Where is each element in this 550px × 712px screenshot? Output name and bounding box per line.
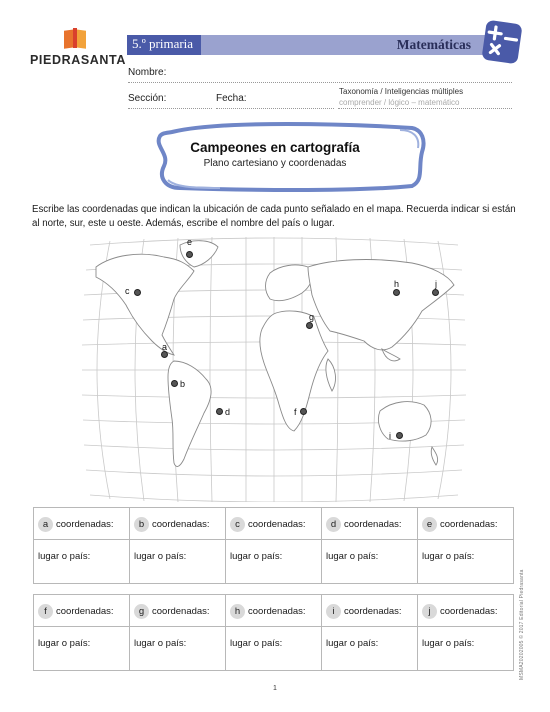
place-cell-i[interactable] — [322, 627, 418, 671]
place-cell-e[interactable] — [418, 540, 514, 584]
map-label-d: d — [225, 407, 231, 417]
place-label: lugar o país: — [230, 551, 283, 562]
coordinates-cell-c[interactable] — [226, 508, 322, 540]
world-map-graphic — [82, 237, 466, 502]
map-label-e: e — [187, 237, 193, 247]
answer-table-2 — [33, 594, 514, 671]
document-code: MSMA20202005 © 2017 Editorial Piedrasanta — [519, 569, 525, 680]
map-point-e — [186, 251, 193, 258]
date-label: Fecha: — [216, 93, 247, 104]
world-map — [82, 237, 466, 502]
publisher-logo — [30, 28, 126, 68]
place-cell-d[interactable] — [322, 540, 418, 584]
logo-text: PIEDRASANTA — [30, 53, 126, 67]
grade-label: 5.º primaria — [127, 35, 201, 55]
map-label-g: g — [309, 312, 315, 322]
place-cell-f[interactable] — [34, 627, 130, 671]
letter-badge-g: g — [134, 604, 149, 619]
subject-label: Matemáticas — [396, 37, 471, 52]
coordinates-label: coordenadas: — [248, 606, 306, 617]
coordinates-cell-a[interactable] — [34, 508, 130, 540]
plus-minus-times-icon — [481, 20, 522, 65]
place-cell-g[interactable] — [130, 627, 226, 671]
page-subtitle: Plano cartesiano y coordenadas — [203, 158, 347, 169]
place-label: lugar o país: — [422, 551, 475, 562]
coordinates-label: coordenadas: — [344, 519, 402, 530]
page-title: Campeones en cartografía — [190, 140, 360, 155]
place-label: lugar o país: — [134, 638, 187, 649]
taxonomy-label: Taxonomía / Inteligencias múltiples — [339, 87, 464, 96]
coordinates-cell-g[interactable] — [130, 595, 226, 627]
coordinates-label: coordenadas: — [440, 519, 498, 530]
book-icon — [64, 28, 86, 50]
letter-badge-j: j — [422, 604, 437, 619]
coordinates-cell-j[interactable] — [418, 595, 514, 627]
map-label-a: a — [162, 342, 168, 352]
place-cell-a[interactable] — [34, 540, 130, 584]
letter-badge-h: h — [230, 604, 245, 619]
map-label-f: f — [294, 407, 297, 417]
coordinates-label: coordenadas: — [56, 519, 114, 530]
name-label: Nombre: — [128, 67, 167, 78]
map-label-j: j — [435, 279, 437, 289]
letter-badge-d: d — [326, 517, 341, 532]
date-field[interactable] — [216, 108, 334, 109]
map-point-b — [171, 380, 178, 387]
page-number: 1 — [273, 685, 277, 692]
map-point-j — [432, 289, 439, 296]
place-label: lugar o país: — [134, 551, 187, 562]
map-label-b: b — [180, 379, 186, 389]
coordinates-label: coordenadas: — [152, 519, 210, 530]
letter-badge-a: a — [38, 517, 53, 532]
section-label: Sección: — [128, 93, 167, 104]
map-label-h: h — [394, 279, 400, 289]
instructions: Escribe las coordenadas que indican la ubicación de cada punto señalado en el mapa. Recuerda indicar si están al norte, sur, este u oeste. Además, escribe el nombre del país o lugar. — [32, 204, 516, 229]
coordinates-label: coordenadas: — [344, 606, 402, 617]
coordinates-cell-d[interactable] — [322, 508, 418, 540]
place-label: lugar o país: — [230, 638, 283, 649]
section-field[interactable] — [128, 108, 212, 109]
place-label: lugar o país: — [38, 638, 91, 649]
map-point-h — [393, 289, 400, 296]
coordinates-label: coordenadas: — [152, 606, 210, 617]
coordinates-cell-e[interactable] — [418, 508, 514, 540]
coordinates-label: coordenadas: — [248, 519, 306, 530]
place-label: lugar o país: — [326, 638, 379, 649]
place-label: lugar o país: — [422, 638, 475, 649]
map-point-i — [396, 432, 403, 439]
letter-badge-f: f — [38, 604, 53, 619]
name-field[interactable] — [128, 82, 512, 83]
place-cell-c[interactable] — [226, 540, 322, 584]
place-cell-h[interactable] — [226, 627, 322, 671]
coordinates-label: coordenadas: — [56, 606, 114, 617]
map-label-i: i — [389, 431, 391, 441]
place-cell-j[interactable] — [418, 627, 514, 671]
taxonomy-detail: comprender / lógico – matemático — [339, 98, 460, 107]
place-label: lugar o país: — [326, 551, 379, 562]
place-cell-b[interactable] — [130, 540, 226, 584]
letter-badge-e: e — [422, 517, 437, 532]
coordinates-cell-i[interactable] — [322, 595, 418, 627]
coordinates-cell-b[interactable] — [130, 508, 226, 540]
map-point-a — [161, 351, 168, 358]
letter-badge-i: i — [326, 604, 341, 619]
coordinates-label: coordenadas: — [440, 606, 498, 617]
map-label-c: c — [125, 286, 130, 296]
map-point-g — [306, 322, 313, 329]
coordinates-cell-h[interactable] — [226, 595, 322, 627]
letter-badge-b: b — [134, 517, 149, 532]
map-point-c — [134, 289, 141, 296]
map-point-f — [300, 408, 307, 415]
letter-badge-c: c — [230, 517, 245, 532]
taxonomy-divider — [338, 108, 512, 109]
answer-table-1 — [33, 507, 514, 584]
map-point-d — [216, 408, 223, 415]
place-label: lugar o país: — [38, 551, 91, 562]
coordinates-cell-f[interactable] — [34, 595, 130, 627]
